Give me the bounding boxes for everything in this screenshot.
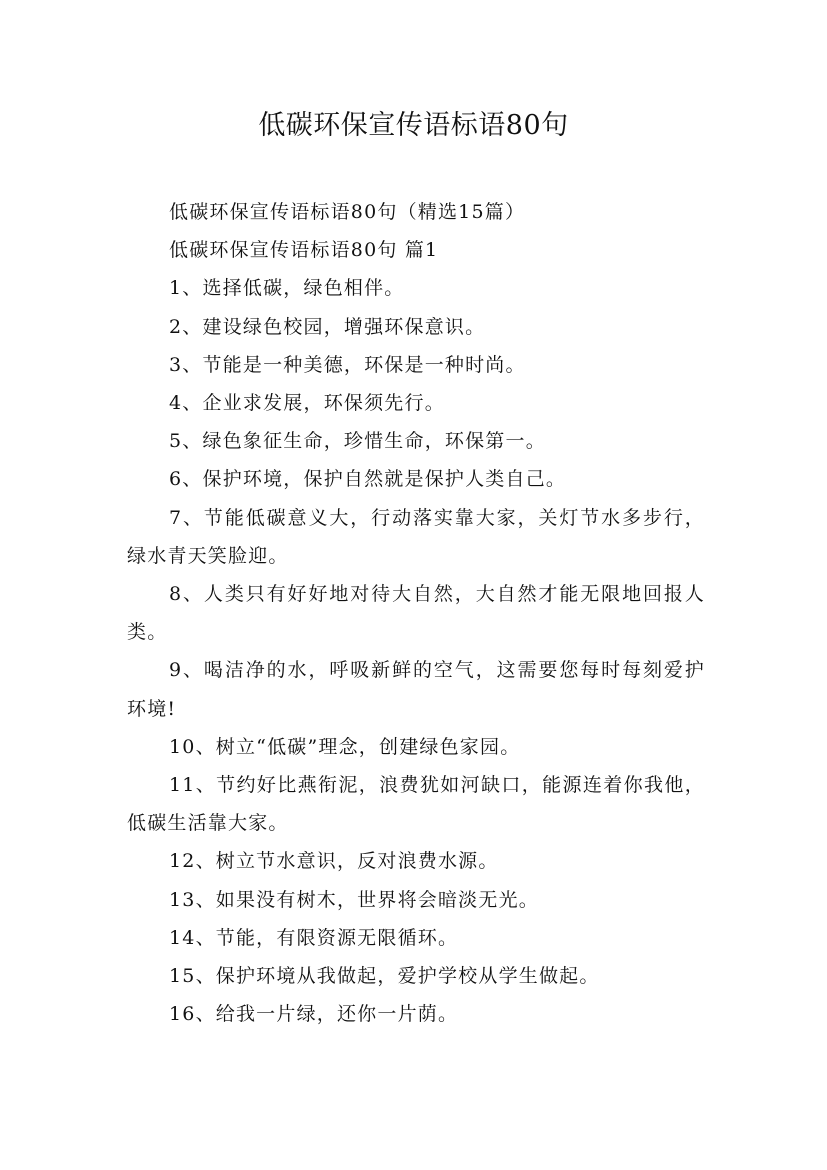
slogan-item: 10、树立“低碳”理念，创建绿色家园。 [169,735,521,758]
slogan-item: 8、人类只有好好地对待大自然，大自然才能无限地回报人类。 [127,583,705,644]
slogan-item: 1、选择低碳，绿色相伴。 [169,277,405,300]
slogan-item: 9、喝洁净的水，呼吸新鲜的空气，这需要您每时每刻爱护环境! [127,659,705,720]
slogan-item: 6、保护环境，保护自然就是保护人类自己。 [169,468,567,491]
paragraph-subtitle: 低碳环保宣传语标语80句（精选15篇） [169,201,526,223]
paragraph-section-heading: 低碳环保宣传语标语80句 篇1 [169,239,439,262]
slogan-item: 15、保护环境从我做起，爱护学校从学生做起。 [169,965,600,988]
slogan-item: 14、节能，有限资源无限循环。 [169,926,459,949]
slogan-item: 2、建设绿色校园，增强环保意识。 [169,315,486,338]
slogan-item: 16、给我一片绿，还你一片荫。 [169,1003,459,1026]
slogan-item: 4、企业求发展，环保须先行。 [169,392,445,415]
slogan-item: 5、绿色象征生命，珍惜生命，环保第一。 [169,430,546,453]
document-title: 低碳环保宣传语标语80句 [258,110,569,141]
slogan-item: 13、如果没有树木，世界将会暗淡无光。 [169,888,539,911]
slogan-item: 3、节能是一种美德，环保是一种时尚。 [169,353,526,376]
slogan-item: 11、节约好比燕衔泥，浪费犹如河缺口，能源连着你我他，低碳生活靠大家。 [127,774,705,835]
document-body [127,193,705,1033]
slogan-item: 12、树立节水意识，反对浪费水源。 [169,850,499,873]
slogan-item: 7、节能低碳意义大，行动落实靠大家，关灯节水多步行，绿水青天笑脸迎。 [127,506,705,567]
